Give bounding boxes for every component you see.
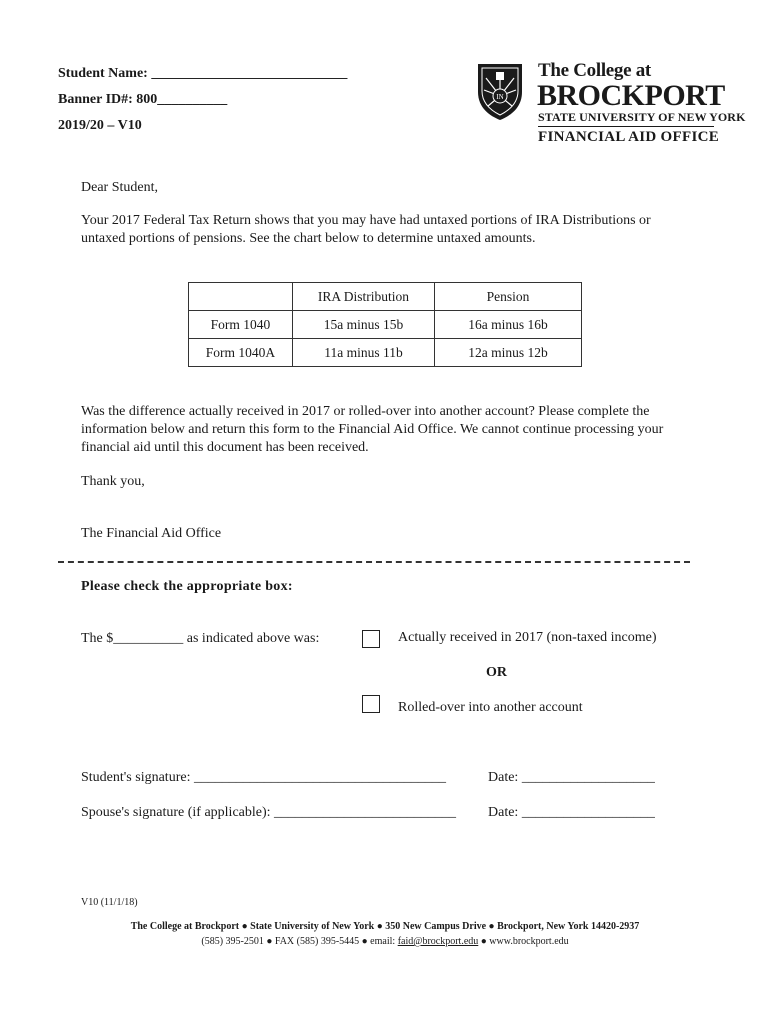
college-seal-icon [476, 62, 524, 122]
option-received-label: Actually received in 2017 (non-taxed income) [398, 630, 657, 645]
logo-divider [538, 126, 714, 127]
spouse-signature-field[interactable]: Spouse's signature (if applicable): __________________________ [81, 805, 457, 820]
table-cell: Form 1040 [189, 311, 293, 339]
footer-phone-fax: (585) 395-2501 ● FAX (585) 395-5445 ● email: [201, 936, 398, 947]
table-header-cell: Pension [435, 283, 582, 311]
seal-text: IN [496, 93, 504, 101]
logo-line-suny: STATE UNIVERSITY OF NEW YORK [538, 110, 746, 124]
table-row [189, 339, 582, 367]
student-signature-field[interactable]: Student's signature: ____________________________________ [81, 770, 446, 785]
student-name-field: Student Name: ____________________________ [58, 66, 348, 81]
table-header-cell [189, 283, 293, 311]
table-cell: Form 1040A [189, 339, 293, 367]
table-header-cell: IRA Distribution [293, 283, 435, 311]
logo-line-college: The College at [538, 60, 651, 81]
table-cell: 15a minus 15b [293, 311, 435, 339]
logo-line-brockport: BROCKPORT [537, 79, 725, 112]
table-cell: 11a minus 11b [293, 339, 435, 367]
closing: Thank you, [81, 474, 145, 489]
table-row [189, 311, 582, 339]
spouse-date-field[interactable]: Date: ___________________ [488, 805, 655, 820]
table-cell: 12a minus 12b [435, 339, 582, 367]
footer-address: The College at Brockport ● State University of New York ● 350 New Campus Drive ● Brockport, New York 14420-2937 [130, 921, 640, 932]
form-version: 2019/20 – V10 [58, 118, 142, 133]
banner-id-field: Banner ID#: 800__________ [58, 92, 228, 107]
version-date: V10 (11/1/18) [81, 897, 138, 908]
instruction-paragraph: Was the difference actually received in 2017 or rolled-over into another account? Please complete the information below and return this form to the Financial Aid Office. We cannot continue processing your financial aid until this document has been received. [81, 404, 664, 455]
student-date-field[interactable]: Date: ___________________ [488, 770, 655, 785]
option-rolled-over-label: Rolled-over into another account [398, 700, 583, 715]
check-instruction: Please check the appropriate box: [81, 579, 293, 594]
table-header-row [189, 283, 582, 311]
untaxed-amounts-table [188, 282, 582, 367]
logo-line-office: FINANCIAL AID OFFICE [538, 129, 720, 145]
footer-contact [0, 936, 770, 947]
table-cell: 16a minus 16b [435, 311, 582, 339]
or-label: OR [486, 665, 507, 680]
footer-email-link[interactable]: faid@brockport.edu [397, 936, 479, 947]
greeting: Dear Student, [81, 180, 158, 195]
signoff: The Financial Aid Office [81, 526, 222, 541]
received-checkbox[interactable] [362, 630, 380, 648]
amount-prompt: The $__________ as indicated above was: [81, 631, 320, 646]
cut-line-divider [58, 561, 690, 563]
rolled-over-checkbox[interactable] [362, 695, 380, 713]
footer-website: ● www.brockport.edu [478, 936, 569, 947]
intro-paragraph: Your 2017 Federal Tax Return shows that you may have had untaxed portions of IRA Distributions or untaxed portions of pensions. See the chart below to determine untaxed amounts. [81, 213, 651, 246]
